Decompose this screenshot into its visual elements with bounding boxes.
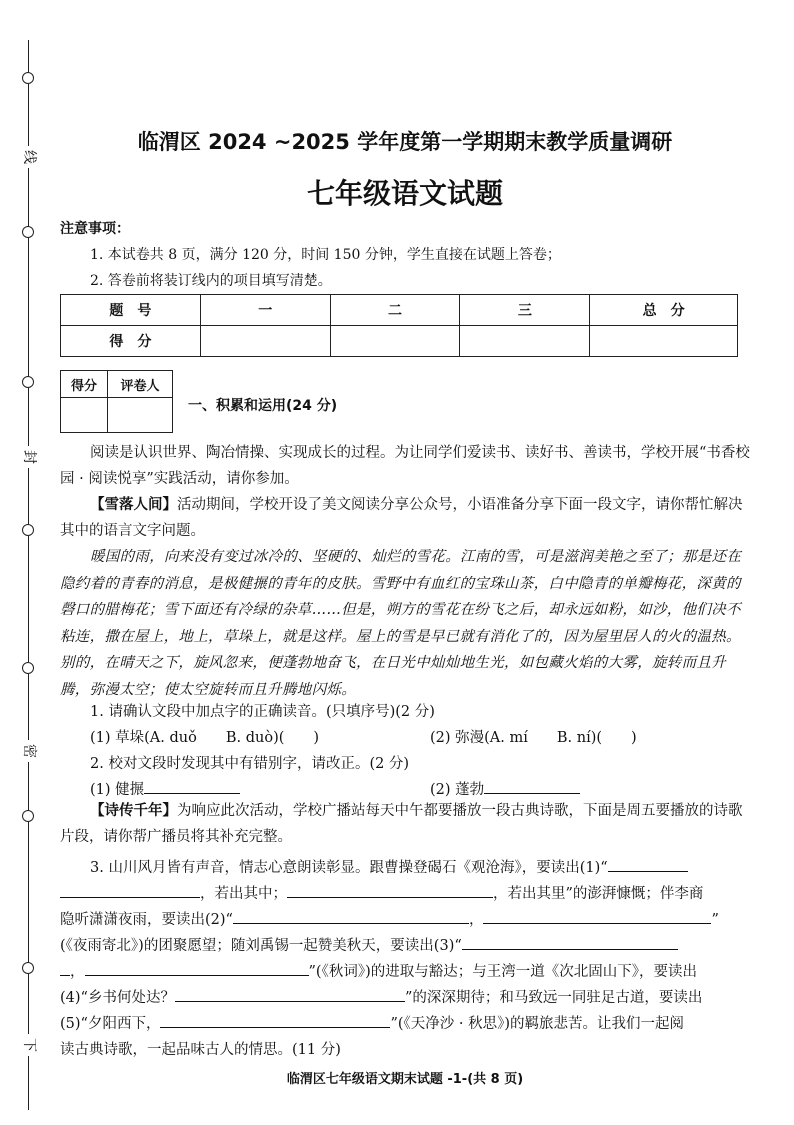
binding-margin [0,0,60,1125]
q3-line3-text-a: 隐听潇潇夜雨，要读出(2)“ [60,912,233,928]
part2-paragraph [60,798,750,850]
binding-hole [22,72,34,84]
q3-line1 [90,856,688,877]
grader-name-cell[interactable] [108,398,173,433]
answer-blank[interactable] [484,779,580,794]
q3-line3-text-c: ” [711,912,719,928]
score-cell[interactable] [590,326,738,357]
q2-item-a [90,778,240,799]
binding-char-xia: 下 [20,1034,38,1056]
answer-blank[interactable] [144,779,240,794]
part1-paragraph [60,492,750,544]
score-header-part2: 二 [330,295,460,326]
answer-blank[interactable] [160,1013,390,1028]
score-cell[interactable] [460,326,590,357]
score-header-question-no: 题 号 [61,295,201,326]
answer-blank[interactable] [175,987,405,1002]
q1-option-b: (2) 弥漫(A. mí B. ní)( ) [430,730,637,746]
q3-line2-text-a: ，若出其中； [200,886,287,902]
binding-char-feng: 封 [20,446,38,468]
score-header-part3: 三 [460,295,590,326]
answer-blank[interactable] [60,883,200,898]
score-row-label: 得 分 [61,326,201,357]
q2-item-b [430,778,580,799]
q3-line6-text-a: (4)“乡书何处达？ [60,990,175,1006]
binding-char-xian: 线 [20,146,38,168]
q3-line7-text-a: (5)“夕阳西下， [60,1016,161,1032]
score-table [60,294,738,357]
section-title: 一、积累和运用(24 分) [188,398,338,414]
binding-hole [22,810,34,822]
part2-text: 为响应此次活动，学校广播站每天中午都要播放一段古典诗歌，下面是周五要播放的诗歌片段，请你帮广播员将其补充完整。 [60,803,743,845]
exam-title: 临渭区 2024 ~2025 学年度第一学期期末教学质量调研 [137,130,673,154]
q3-line5-text-b: ”(《秋词》)的进取与豁达；与王湾一道《次北固山下》，要读出 [308,964,697,980]
binding-hole [22,524,34,536]
answer-blank[interactable] [462,935,678,950]
grader-header-score: 得分 [61,371,108,398]
page-footer: 临渭区七年级语文期末试题 -1-(共 8 页) [286,1072,524,1087]
q3-line2 [60,882,703,903]
binding-hole [22,376,34,388]
intro-paragraph: 阅读是认识世界、陶冶情操、实现成长的过程。为让同学们爱读书、读好书、善读书，学校开展“书香校园 · 阅读悦享”实践活动，请你参加。 [60,445,750,487]
q1-option-a: (1) 草垛(A. duǒ B. duò)( ) [90,730,320,746]
q3-line1-text: 3. 山川风月皆有声音，情志心意朗读彰显。跟曹操登碣石《观沧海》，要读出(1)“ [90,860,608,876]
q3-line5-text-a: ， [70,964,85,980]
part1-tag: 【雪落人间】 [90,497,177,513]
grader-table [60,370,173,433]
answer-blank[interactable] [287,883,493,898]
notes-heading: 注意事项： [60,221,130,237]
exam-subtitle: 七年级语文试题 [306,177,503,210]
answer-blank[interactable] [60,961,70,976]
answer-blank[interactable] [85,961,309,976]
score-header-total: 总 分 [590,295,738,326]
q3-line8: 读古典诗歌，一起品味古人的情思。(11 分) [60,1042,341,1058]
q3-line7 [60,1012,684,1033]
binding-hole [22,226,34,238]
score-cell[interactable] [330,326,460,357]
answer-blank[interactable] [233,909,469,924]
note-item: 2. 答卷前将装订线内的项目填写清楚。 [90,273,332,289]
q2-item-b-label: (2) 蓬勃 [430,782,485,798]
q3-line7-text-b: ”(《天净沙 · 秋思》)的羁旅悲苦。让我们一起阅 [390,1016,685,1032]
grader-score-cell[interactable] [61,398,108,433]
q3-line2-text-b: ，若出其里”的澎湃慷慨；伴李商 [493,886,704,902]
q3-line4 [60,934,678,955]
binding-char-mi: 密 [20,740,38,762]
q3-line3 [60,908,719,929]
answer-blank[interactable] [608,857,688,872]
q3-line4-text: (《夜雨寄北》)的团聚愿望；随刘禹锡一起赞美秋天，要读出(3)“ [60,938,462,954]
answer-blank[interactable] [483,909,711,924]
exam-page [60,0,760,1125]
q3-line3-text-b: ， [468,912,484,928]
q3-line6 [60,986,702,1007]
q1-stem: 1. 请确认文段中加点字的正确读音。(只填序号)(2 分) [90,704,435,720]
q3-line5 [60,960,697,981]
binding-hole [22,962,34,974]
note-item: 1. 本试卷共 8 页，满分 120 分，时间 150 分钟，学生直接在试题上答卷； [90,247,561,263]
reading-passage: 暖国的雨，向来没有变过冰冷的、坚硬的、灿烂的雪花。江南的雪，可是滋润美艳之至了；那是还在隐约着的青春的消息，是极健搌的青年的皮肤。雪野中有血红的宝珠山茶，白中隐青的单瓣梅花，深黄的磬口的腊梅花；雪下面还有冷绿的杂草……但是，朔方的雪花在纷飞之后，却永远如粉，如沙，他们决不粘连，撒在屋上，地上，草垛上，就是这样。屋上的雪是早已就有消化了的，因为屋里居人的火的温热。别的，在晴天之下，旋风忽来，便蓬勃地奋飞，在日光中灿灿地生光，如包藏火焰的大雾，旋转而且升腾，弥漫太空；使太空旋转而且升腾地闪烁。 [60,549,742,698]
binding-line [28,40,29,1110]
score-header-part1: 一 [200,295,330,326]
score-cell[interactable] [200,326,330,357]
q3-line6-text-b: ”的深深期待；和马致远一同驻足古道，要读出 [404,990,703,1006]
grader-header-grader: 评卷人 [108,371,173,398]
part1-text: 活动期间，学校开设了美文阅读分享公众号，小语准备分享下面一段文字，请你帮忙解决其中的语言文字问题。 [60,497,743,539]
q2-stem: 2. 校对文段时发现其中有错别字，请改正。(2 分) [90,756,410,772]
q2-item-a-label: (1) 健搌 [90,782,145,798]
binding-hole [22,662,34,674]
part2-tag: 【诗传千年】 [90,803,177,819]
